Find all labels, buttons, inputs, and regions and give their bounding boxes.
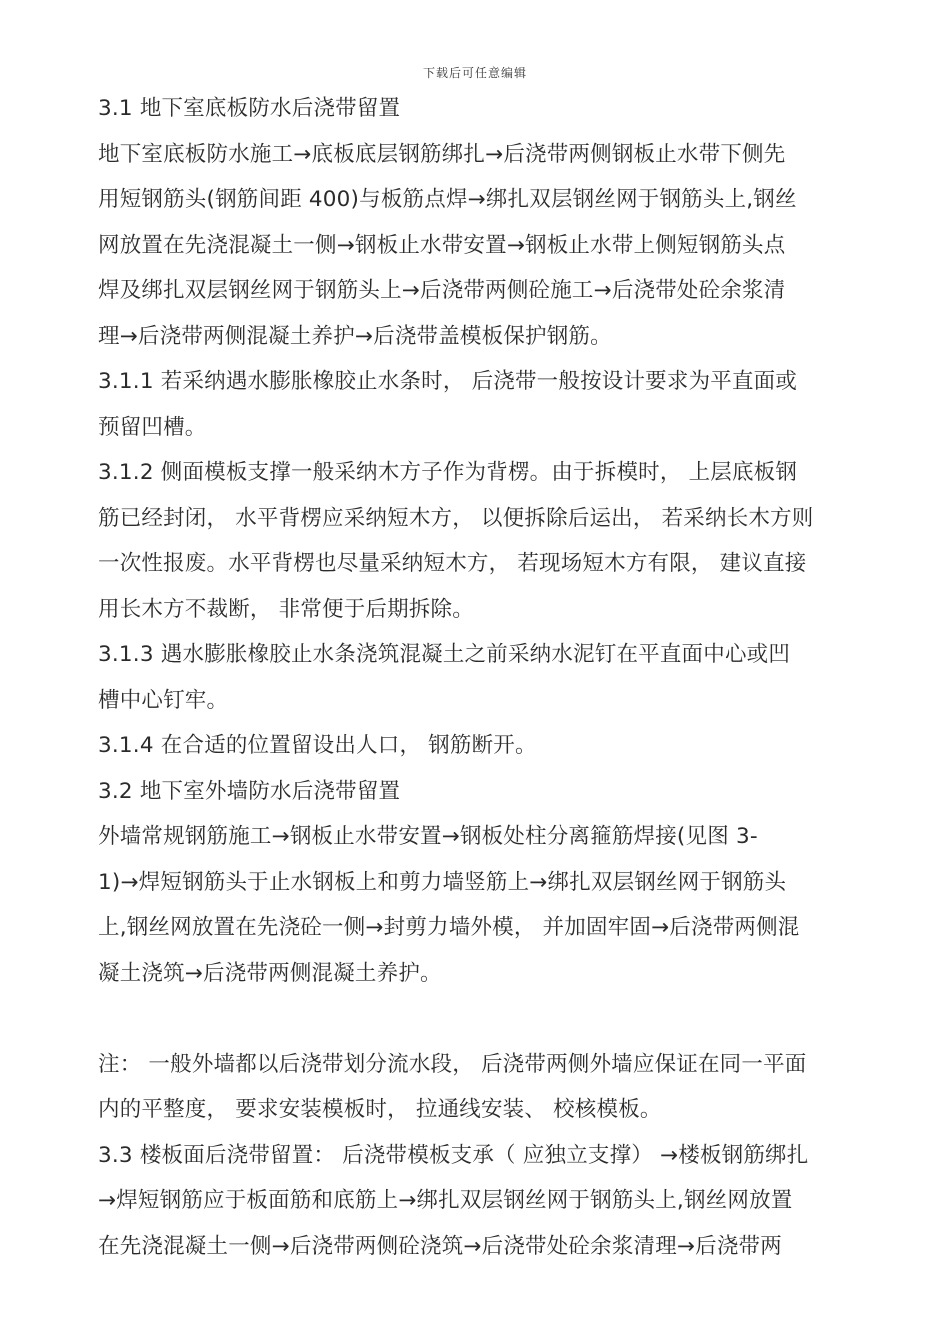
text-line: 1)→焊短钢筋头于止水钢板上和剪力墙竖筋上→绑扎双层钢丝网于钢筋头 [98, 869, 787, 895]
text-line: 预留凹槽。 [98, 414, 207, 440]
item-3-1-2: 3.1.2 侧面模板支撑一般采纳木方子作为背楞。由于拆模时， 上层底板钢 [98, 460, 798, 485]
text-line: 在先浇混凝土一侧→后浇带两侧砼浇筑→后浇带处砼余浆清理→后浇带两 [98, 1233, 782, 1259]
text-line: 地下室底板防水施工→底板底层钢筋绑扎→后浇带两侧钢板止水带下侧先 [98, 141, 786, 167]
note-line: 注： 一般外墙都以后浇带划分流水段， 后浇带两侧外墙应保证在同一平面 [98, 1051, 807, 1077]
text-line: 用短钢筋头(钢筋间距 400)与板筋点焊→绑扎双层钢丝网于钢筋头上,钢丝 [98, 187, 797, 212]
text-line: 理→后浇带两侧混凝土养护→后浇带盖模板保护钢筋。 [98, 323, 612, 349]
text-line: 槽中心钉牢。 [98, 687, 229, 713]
text-line: 上,钢丝网放置在先浇砼一侧→封剪力墙外模， 并加固牢固→后浇带两侧混 [98, 915, 800, 940]
blank-line [98, 996, 858, 1042]
text-line: →焊短钢筋应于板面筋和底筋上→绑扎双层钢丝网于钢筋头上,钢丝网放置 [98, 1188, 793, 1213]
heading-3-1: 3.1 地下室底板防水后浇带留置 [98, 96, 401, 121]
item-3-1-4: 3.1.4 在合适的位置留设出人口， 钢筋断开。 [98, 733, 537, 758]
heading-3-2: 3.2 地下室外墙防水后浇带留置 [98, 778, 401, 804]
item-3-1-3: 3.1.3 遇水膨胀橡胶止水条浇筑混凝土之前采纳水泥钉在平直面中心或凹 [98, 642, 791, 667]
document-body [98, 86, 858, 1269]
heading-3-3: 3.3 楼板面后浇带留置： 后浇带模板支承（ 应独立支撑） →楼板钢筋绑扎 [98, 1142, 809, 1168]
text-line: 一次性报废。水平背楞也尽量采纳短木方， 若现场短木方有限， 建议直接 [98, 551, 807, 576]
text-line: 用长木方不裁断， 非常便于后期拆除。 [98, 596, 474, 622]
text-line: 焊及绑扎双层钢丝网于钢筋头上→后浇带两侧砼施工→后浇带处砼余浆清 [98, 278, 786, 303]
text-line: 外墙常规钢筋施工→钢板止水带安置→钢板处柱分离箍筋焊接(见图 3- [98, 824, 758, 849]
text-line: 网放置在先浇混凝土一侧→钢板止水带安置→钢板止水带上侧短钢筋头点 [98, 232, 786, 258]
text-line: 凝土浇筑→后浇带两侧混凝土养护。 [98, 960, 442, 986]
page-header: 下载后可任意编辑 [422, 66, 527, 80]
item-3-1-1: 3.1.1 若采纳遇水膨胀橡胶止水条时， 后浇带一般按设计要求为平直面或 [98, 369, 798, 394]
text-line: 筋已经封闭， 水平背楞应采纳短木方， 以便拆除后运出， 若采纳长木方则 [98, 505, 814, 531]
text-line: 内的平整度， 要求安装模板时， 拉通线安装、 校核模板。 [98, 1097, 662, 1122]
